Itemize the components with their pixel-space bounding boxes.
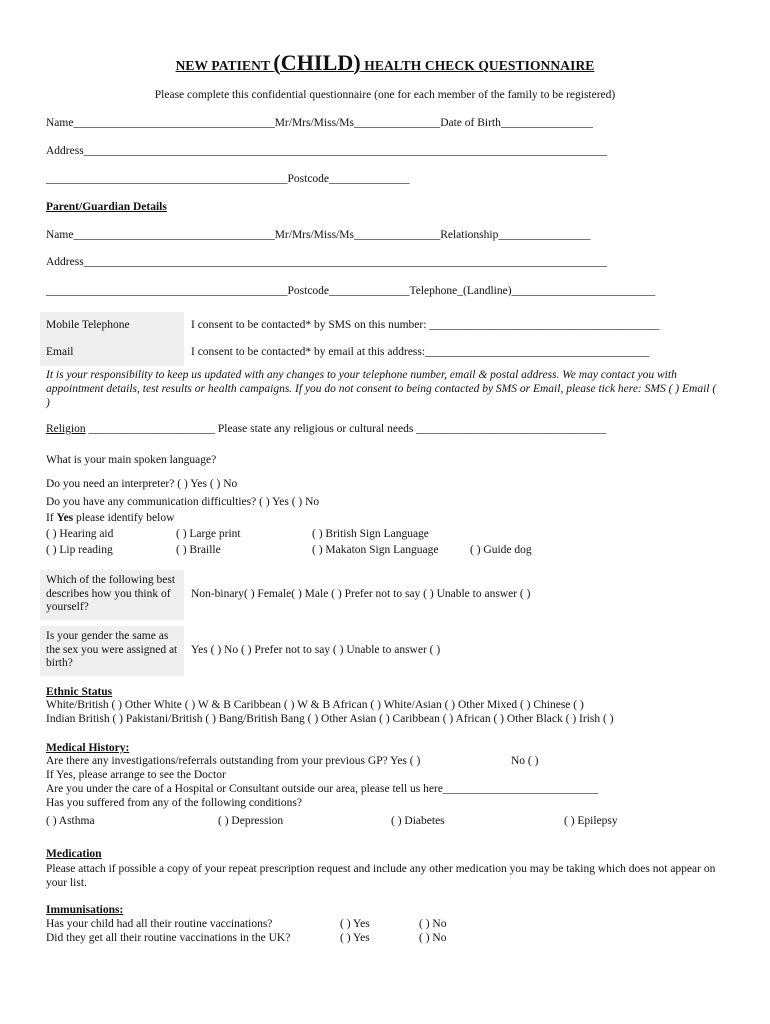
guardian-address-field[interactable]: Address___________________________________________________________________________________________ (46, 256, 607, 268)
patient-postcode-field[interactable]: __________________________________________Postcode______________ (46, 173, 410, 185)
immunisations-q1-no[interactable]: ( ) No (419, 918, 447, 930)
page-title (0, 50, 770, 76)
language-question: What is your main spoken language? (46, 454, 217, 466)
option-makaton[interactable]: ( ) Makaton Sign Language (312, 544, 439, 556)
medical-q1-note: If Yes, please arrange to see the Doctor (46, 769, 226, 781)
medication-text: Please attach if possible a copy of your repeat prescription request and include any other medication you may be taking which does not appear on your list. (46, 863, 716, 889)
gender-q1-options[interactable]: Non-binary( ) Female( ) Male ( ) Prefer not to say ( ) Unable to answer ( ) (191, 588, 531, 600)
contact-note: It is your responsibility to keep us updated with any changes to your telephone number, email & postal address. We may contact you with appointment details, test results or health campaigns. If you do not consent to being contacted by SMS or Email, please tick here: SMS ( ) Email ( ) (46, 369, 717, 409)
condition-depression[interactable]: ( ) Depression (218, 815, 284, 827)
immunisations-q1-yes[interactable]: ( ) Yes (340, 918, 370, 930)
patient-name-field[interactable]: Name___________________________________Mr/Mrs/Miss/Ms_______________Date of Birth________________ (46, 117, 593, 129)
gender-q2-label: Is your gender the same as the sex you were assigned at birth? (46, 630, 178, 669)
medical-q1[interactable]: Are there any investigations/referrals outstanding from your previous GP? Yes ( ) (46, 755, 421, 767)
gender-q2-options[interactable]: Yes ( ) No ( ) Prefer not to say ( ) Unable to answer ( ) (191, 644, 441, 656)
if-yes-bold: Yes (56, 512, 74, 524)
option-large-print[interactable]: ( ) Large print (176, 528, 241, 540)
option-lip-reading[interactable]: ( ) Lip reading (46, 544, 113, 556)
option-hearing-aid[interactable]: ( ) Hearing aid (46, 528, 114, 540)
immunisations-q2-no[interactable]: ( ) No (419, 932, 447, 944)
guardian-name-field[interactable]: Name___________________________________Mr/Mrs/Miss/Ms_______________Relationship________________ (46, 229, 591, 241)
medical-q3: Has you suffered from any of the following conditions? (46, 797, 302, 809)
medication-heading: Medication (46, 848, 102, 860)
mobile-label: Mobile Telephone (46, 319, 130, 331)
medical-q2[interactable]: Are you under the care of a Hospital or Consultant outside our area, please tell us here___________________________ (46, 783, 599, 795)
guardian-postcode-telephone-field[interactable]: __________________________________________Postcode______________Telephone_(Landline)_________________________ (46, 285, 656, 297)
if-yes-pre: If (46, 512, 57, 524)
medical-q1-no[interactable]: No ( ) (511, 755, 539, 767)
gender-q1-label: Which of the following best describes how you think of yourself? (46, 574, 176, 613)
guardian-heading: Parent/Guardian Details (46, 201, 167, 213)
immunisations-heading: Immunisations: (46, 904, 124, 916)
condition-epilepsy[interactable]: ( ) Epilepsy (564, 815, 618, 827)
option-guide-dog[interactable]: ( ) Guide dog (470, 544, 532, 556)
if-yes-post: please identify below (73, 512, 175, 524)
intro-text: Please complete this confidential questionnaire (one for each member of the family to be registered) (154, 89, 616, 101)
title-pre: NEW PATIENT (175, 58, 274, 73)
medical-heading: Medical History: (46, 742, 130, 754)
immunisations-q1: Has your child had all their routine vaccinations? (46, 918, 273, 930)
immunisations-q2: Did they get all their routine vaccinations in the UK? (46, 932, 291, 944)
patient-address-field[interactable]: Address___________________________________________________________________________________________ (46, 145, 607, 157)
condition-diabetes[interactable]: ( ) Diabetes (391, 815, 445, 827)
email-consent-field[interactable]: I consent to be contacted* by email at this address:_______________________________________ (191, 346, 650, 358)
immunisations-q2-yes[interactable]: ( ) Yes (340, 932, 370, 944)
email-label: Email (46, 346, 74, 358)
ethnic-options-line2[interactable]: Indian British ( ) Pakistani/British ( ) Bang/British Bang ( ) Other Asian ( ) Caribbean ( ) African ( ) Other Black ( ) Irish ( ) (46, 713, 614, 725)
mobile-consent-field[interactable]: I consent to be contacted* by SMS on this number: ________________________________________ (191, 319, 660, 331)
interpreter-question[interactable]: Do you need an interpreter? ( ) Yes ( ) No (46, 478, 238, 490)
ethnic-options-line1[interactable]: White/British ( ) Other White ( ) W & B Caribbean ( ) W & B African ( ) White/Asian ( ) Other Mixed ( ) Chinese ( ) (46, 699, 584, 711)
option-british-sign-language[interactable]: ( ) British Sign Language (312, 528, 429, 540)
religion-fields[interactable]: ______________________ Please state any religious or cultural needs _________________________________ (85, 423, 606, 435)
title-child: (CHILD) (273, 50, 361, 75)
condition-asthma[interactable]: ( ) Asthma (46, 815, 95, 827)
ethnic-heading: Ethnic Status (46, 686, 113, 698)
religion-row[interactable] (46, 423, 606, 435)
title-post: HEALTH CHECK QUESTIONNAIRE (360, 58, 595, 73)
option-braille[interactable]: ( ) Braille (176, 544, 221, 556)
if-yes-note (46, 512, 174, 524)
communication-question[interactable]: Do you have any communication difficulties? ( ) Yes ( ) No (46, 496, 320, 508)
religion-label: Religion (46, 423, 86, 435)
